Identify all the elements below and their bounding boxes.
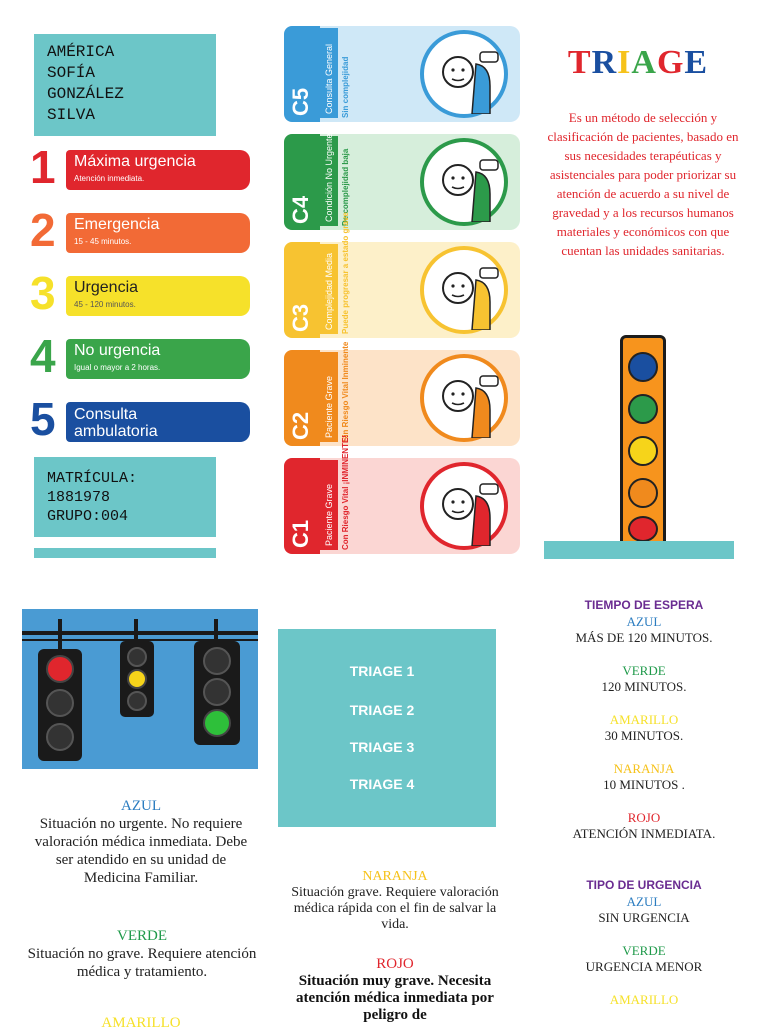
matricula-value: 1881978 <box>47 489 111 506</box>
urgency-title: Urgencia <box>74 279 139 296</box>
wait-times-item <box>540 663 748 695</box>
patient-icon <box>420 30 508 118</box>
triage-card-side <box>284 458 320 554</box>
triage-card-label-band <box>320 352 338 442</box>
triage-card-label-band <box>320 460 338 550</box>
name-line-1: AMÉRICA <box>47 43 115 61</box>
name-line-3: GONZÁLEZ <box>47 85 124 103</box>
color-value: ATENCIÓN INMEDIATA. <box>572 826 716 841</box>
triage-description: Es un método de selección y clasificación de pacientes, basado en sus necesidades terapéuticas y asistenciales para poder priorizar su atención de acuerdo a su nivel de gravedad y a los recursos humanos materiales y económicos con que cuentan las unidades sanitarias. <box>547 110 739 258</box>
urgency-subtitle: Igual o mayor a 2 horas. <box>74 363 161 372</box>
triage-card-heading: De complejidad baja <box>341 148 350 226</box>
title-letter: A <box>631 44 657 81</box>
student-name-box <box>34 34 216 136</box>
urgency-level-2 <box>30 204 222 256</box>
urgency-title: No urgencia <box>74 342 161 359</box>
color-name: AMARILLO <box>609 712 679 727</box>
triage-card-label: Complejidad Media <box>324 252 334 330</box>
title-letter: T <box>567 44 592 81</box>
triage-card-label-band <box>320 244 338 334</box>
urgency-types-item <box>540 894 748 926</box>
color-value: 30 MINUTOS. <box>604 728 684 743</box>
triage-2-label <box>334 692 430 728</box>
orange-light <box>628 478 658 508</box>
triage-card-label: Consulta General <box>324 43 334 114</box>
triage-code: C4 <box>288 195 313 224</box>
color-name: NARANJA <box>613 761 675 776</box>
urgency-number: 1 <box>30 141 56 193</box>
urgency-title: Emergencia <box>74 216 160 233</box>
patient-face-icon <box>424 250 504 330</box>
triage-card-text <box>340 435 414 554</box>
urgency-types-heading: TIPO DE URGENCIA <box>586 878 702 892</box>
urgency-subtitle: Atención inmediata. <box>74 174 145 183</box>
patient-icon <box>420 138 508 226</box>
title-letter: G <box>656 44 685 81</box>
urgency-band <box>66 150 250 190</box>
urgency-title: Consulta ambulatoria <box>74 406 158 440</box>
definition-naranja-name: NARANJA <box>362 869 428 884</box>
triage-code: C2 <box>288 411 313 440</box>
urgency-number: 3 <box>30 267 56 319</box>
triage-card-side <box>284 242 320 338</box>
urgency-types-item <box>540 943 748 975</box>
urgency-subtitle: 45 - 120 minutos. <box>74 300 136 309</box>
definition-amarillo-name: AMARILLO <box>101 1015 181 1031</box>
urgency-band <box>66 276 250 316</box>
triage-1-label <box>334 653 430 689</box>
definition-azul-name: AZUL <box>121 798 161 814</box>
definition-naranja <box>284 869 506 933</box>
triage-card-c5 <box>284 26 520 122</box>
patient-face-icon <box>424 466 504 546</box>
triage-card-label: Condición No Urgente <box>324 133 334 222</box>
urgency-subtitle: 15 - 45 minutos. <box>74 237 132 246</box>
triage-title <box>548 44 728 82</box>
color-value: SIN URGENCIA <box>598 910 690 925</box>
red-light <box>628 516 658 542</box>
color-value: 10 MINUTOS . <box>603 777 685 792</box>
definition-verde-text: Situación no grave. Requiere atención médica y tratamiento. <box>27 946 257 980</box>
triage-code: C5 <box>288 87 313 116</box>
matricula-label: MATRÍCULA: <box>47 470 138 487</box>
yellow-light <box>628 436 658 466</box>
urgency-number: 2 <box>30 204 56 256</box>
wait-times <box>540 598 748 842</box>
urgency-level-5 <box>30 393 222 445</box>
grupo-value: GRUPO:004 <box>47 508 129 525</box>
title-letter: R <box>591 44 618 81</box>
color-name: ROJO <box>627 810 661 825</box>
wait-times-item <box>540 614 748 646</box>
blue-light <box>628 352 658 382</box>
color-name: AMARILLO <box>609 992 679 1007</box>
urgency-types-item <box>540 992 748 1008</box>
urgency-band <box>66 213 250 253</box>
color-value: 120 MINUTOS. <box>601 679 687 694</box>
triage-card-heading: Puede progresar a estado grave <box>341 212 350 334</box>
definition-rojo-text: Situación muy grave. Necesita atención médica inmediata por peligro de <box>296 973 494 1023</box>
patient-face-icon <box>424 34 504 114</box>
triage-code: C3 <box>288 303 313 332</box>
urgency-number: 5 <box>30 393 56 445</box>
triage-3-label <box>334 729 430 765</box>
triage-card-c4 <box>284 134 520 230</box>
wait-times-item <box>540 810 748 842</box>
triage-4-text: TRIAGE 4 <box>349 776 415 792</box>
urgency-level-3 <box>30 267 222 319</box>
triage-card-heading: Sin complejidad <box>341 56 350 118</box>
triage-3-text: TRIAGE 3 <box>349 739 415 755</box>
traffic-lights-icon <box>22 609 258 769</box>
urgency-title: Máxima urgencia <box>74 153 196 170</box>
wait-times-item <box>540 761 748 793</box>
urgency-band <box>66 402 250 442</box>
triage-card-text <box>340 341 414 446</box>
definition-naranja-text: Situación grave. Requiere valoración médica rápida con el fin de salvar la vida. <box>291 885 499 932</box>
patient-icon <box>420 246 508 334</box>
triage-4-label <box>334 766 430 802</box>
traffic-light-vertical <box>620 335 666 551</box>
definition-azul <box>26 797 256 887</box>
triage-2-text: TRIAGE 2 <box>349 702 415 718</box>
triage-1-text: TRIAGE 1 <box>349 663 415 679</box>
name-line-4: SILVA <box>47 106 96 124</box>
triage-card-heading: Sin Riesgo Vital Inminente <box>341 341 350 442</box>
triage-card-text <box>340 26 414 122</box>
urgency-level-1 <box>30 141 222 193</box>
title-letter: E <box>684 44 709 81</box>
definition-rojo-name: ROJO <box>376 956 414 972</box>
triage-card-c2 <box>284 341 520 446</box>
title-letter: I <box>617 44 632 81</box>
traffic-light-base <box>544 541 734 559</box>
urgency-number: 4 <box>30 330 56 382</box>
triage-card-text <box>340 212 414 338</box>
triage-card-heading: Con Riesgo Vital ¡INMINENTE! <box>341 435 350 550</box>
triage-card-c1 <box>284 435 520 554</box>
triage-card-c3 <box>284 212 520 338</box>
color-name: VERDE <box>622 943 666 958</box>
triage-code: C1 <box>288 519 313 548</box>
definition-verde-name: VERDE <box>117 928 167 944</box>
patient-icon <box>420 462 508 550</box>
green-light <box>628 394 658 424</box>
triage-card-side <box>284 26 320 122</box>
urgency-band <box>66 339 250 379</box>
triage-card-label-band <box>320 133 338 226</box>
color-value: MÁS DE 120 MINUTOS. <box>575 630 713 645</box>
definition-verde <box>20 927 264 981</box>
triage-card-label: Paciente Grave <box>324 483 334 546</box>
color-name: VERDE <box>622 663 666 678</box>
definition-amarillo <box>26 1014 256 1032</box>
wait-times-item <box>540 712 748 744</box>
color-name: AZUL <box>626 614 662 629</box>
color-value: URGENCIA MENOR <box>585 959 703 974</box>
urgency-level-4 <box>30 330 222 382</box>
triage-card-side <box>284 134 320 230</box>
triage-card-label-band <box>320 28 338 118</box>
definition-azul-text: Situación no urgente. No requiere valoración médica inmediata. Debe ser atendido en su unidad de Medicina Familiar. <box>34 816 248 886</box>
definition-rojo <box>280 955 510 1024</box>
enrollment-box <box>34 457 216 537</box>
patient-icon <box>420 354 508 442</box>
triage-card-side <box>284 350 320 446</box>
urgency-types <box>540 878 748 1008</box>
color-name: AZUL <box>626 894 662 909</box>
decorative-strip <box>34 548 216 558</box>
name-line-2: SOFÍA <box>47 64 96 82</box>
triage-card-label: Paciente Grave <box>324 375 334 438</box>
traffic-lights-image <box>22 609 258 769</box>
wait-times-heading: TIEMPO DE ESPERA <box>584 598 704 612</box>
triage-card-text <box>340 134 414 230</box>
patient-face-icon <box>424 142 504 222</box>
patient-face-icon <box>424 358 504 438</box>
triage-levels-box <box>278 629 496 827</box>
